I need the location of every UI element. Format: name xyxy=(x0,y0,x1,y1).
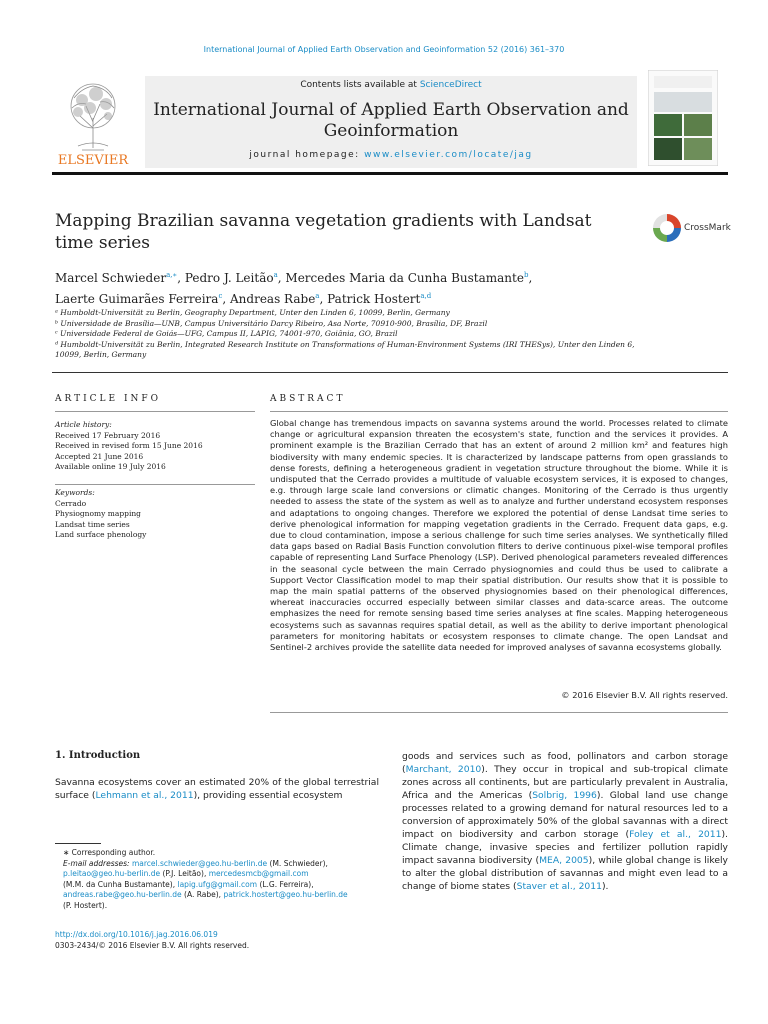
intro-text: ). Climate change, invasive species and fertilizer pollution rapidly impact savanna biodiversity ( xyxy=(402,829,728,866)
email-link[interactable]: lapig.ufg@gmail.com xyxy=(177,879,258,889)
email-owner: (M. Schwieder), xyxy=(267,858,328,868)
history-item: Received in revised form 15 June 2016 xyxy=(55,441,203,450)
keyword-item: Cerrado xyxy=(55,498,87,508)
article-info-rule xyxy=(55,411,255,412)
citation-link[interactable]: Lehmann et al., 2011 xyxy=(95,790,194,801)
paper-title: Mapping Brazilian savanna vegetation gradients with Landsat time series xyxy=(55,211,592,253)
intro-text: Savanna ecosystems cover an estimated 20% of the global terrestrial surface ( xyxy=(55,777,379,801)
sciencedirect-link[interactable]: ScienceDirect xyxy=(419,80,482,90)
journal-cover-image[interactable] xyxy=(648,70,718,166)
history-item: Accepted 21 June 2016 xyxy=(55,451,144,461)
email-link[interactable]: patrick.hostert@geo.hu-berlin.de xyxy=(223,890,348,899)
keywords-label: Keywords: xyxy=(55,488,95,497)
journal-citation-link[interactable]: International Journal of Applied Earth Observation and Geoinformation 52 (2016) 361–370 xyxy=(203,45,565,54)
abstract-end-rule xyxy=(270,712,728,713)
intro-text: ), providing essential ecosystem xyxy=(193,790,343,801)
intro-text: ). They occur in tropical and sub-tropical climate zones across all continents, but are particularly prevalent in Australia, Africa and the Americas ( xyxy=(402,764,728,801)
abstract-copyright: © 2016 Elsevier B.V. All rights reserved. xyxy=(561,690,728,700)
intro-text: ), while global change is likely to alter the global distribution of savannas and might even lead to a change of biome states ( xyxy=(402,855,728,892)
author-affiliation-marker[interactable]: b xyxy=(523,271,529,279)
keyword-item: Landsat time series xyxy=(55,519,130,529)
email-label: E-mail addresses: xyxy=(63,858,132,868)
author-affiliation-marker[interactable]: c xyxy=(218,292,223,300)
author-name: Marcel Schwieder xyxy=(55,271,167,285)
introduction-column-1 xyxy=(55,776,379,802)
doi-block xyxy=(55,930,379,951)
keyword-item: Land surface phenology xyxy=(55,530,147,539)
affiliation-item: ᵇ Universidade de Brasília—UNB, Campus Universitário Darcy Ribeiro, Asa Norte, 70910-900, Brasília, DF, Brazil xyxy=(55,318,488,328)
keywords-rule xyxy=(55,484,255,485)
crossmark-icon xyxy=(652,212,682,244)
journal-title: International Journal of Applied Earth Observation and Geoinformation xyxy=(153,100,629,141)
article-history xyxy=(55,420,255,473)
author-affiliation-marker[interactable]: a xyxy=(315,292,320,300)
email-link[interactable]: andreas.rabe@geo.hu-berlin.de xyxy=(63,890,182,899)
homepage-prefix: journal homepage: xyxy=(249,150,365,160)
intro-text: goods and services such as food, pollinators and carbon storage ( xyxy=(402,751,728,775)
citation-link[interactable]: MEA, 2005 xyxy=(539,855,589,866)
elsevier-wordmark: ELSEVIER xyxy=(57,153,129,168)
affiliation-item: ᵃ Humboldt-Universität zu Berlin, Geography Department, Unter den Linden 6, 10099, Berlin, Germany xyxy=(55,308,450,317)
abstract-heading: ABSTRACT xyxy=(270,394,346,404)
author-affiliation-marker[interactable]: a,∗ xyxy=(166,271,178,279)
header-divider xyxy=(52,172,728,175)
author-list: Marcel Schwieder$^{a,∗}$, Pedro J. Leitão$^a$, Mercedes Maria da Cunha Bustamante$^b$, Laerte Guimarães Ferreira$^c$, Andreas Rabe$^a$, Patrick Hostert$^{a,d}$ xyxy=(55,271,533,306)
history-item: Available online 19 July 2016 xyxy=(55,462,166,471)
history-item: Received 17 February 2016 xyxy=(55,430,161,440)
homepage-link[interactable]: www.elsevier.com/locate/jag xyxy=(364,150,533,160)
citation-link[interactable]: Foley et al., 2011 xyxy=(629,829,722,840)
abstract-rule xyxy=(270,411,728,412)
contents-prefix: Contents lists available at xyxy=(300,80,420,90)
author-name: Mercedes Maria da Cunha Bustamante xyxy=(285,271,524,285)
crossmark-label: CrossMark xyxy=(684,223,731,233)
keyword-item: Physiognomy mapping xyxy=(55,509,141,518)
email-link[interactable]: mercedesmcb@gmail.com xyxy=(208,869,309,878)
elsevier-tree-logo xyxy=(52,78,134,168)
section-divider xyxy=(52,372,728,373)
email-owner: (L.G. Ferreira), xyxy=(257,879,314,889)
introduction-column-2 xyxy=(402,750,728,893)
issn-line: 0303-2434/© 2016 Elsevier B.V. All rights reserved. xyxy=(55,940,250,950)
article-info-heading: ARTICLE INFO xyxy=(55,394,162,404)
author-affiliation-marker[interactable]: a,d xyxy=(420,292,432,300)
author-name: Laerte Guimarães Ferreira xyxy=(55,292,219,306)
affiliations xyxy=(55,308,655,361)
corresponding-author-note: ∗ Corresponding author. xyxy=(63,848,156,857)
author-name: Pedro J. Leitão xyxy=(184,271,274,285)
affiliation-item: ᵈ Humboldt-Universität zu Berlin, Integrated Research Institute on Transformations of Human-Environment Systems (IRI THESys), Unter den Linden 6, 10099, Berlin, Germany xyxy=(55,339,635,359)
citation-link[interactable]: Staver et al., 2011 xyxy=(516,881,602,892)
email-owner: (P.J. Leitão), xyxy=(160,869,209,878)
intro-text: ). Global land use change processes related to a growing demand for natural resources led to a conversion of approximately 50% of the global savannas with a direct impact on biodiversity and carbon storage ( xyxy=(402,790,728,840)
citation-link[interactable]: Marchant, 2010 xyxy=(405,764,482,775)
history-label: Article history: xyxy=(55,420,112,429)
email-owner: (P. Hostert). xyxy=(63,900,108,910)
email-owner: (A. Rabe), xyxy=(181,890,224,899)
citation-link[interactable]: Solbrig, 1996 xyxy=(532,790,597,801)
author-name: Patrick Hostert xyxy=(327,292,421,306)
contents-line xyxy=(145,80,637,90)
email-link[interactable]: marcel.schwieder@geo.hu-berlin.de xyxy=(131,858,268,868)
introduction-heading: 1. Introduction xyxy=(55,750,141,761)
crossmark-badge[interactable] xyxy=(652,212,732,244)
journal-homepage-line xyxy=(145,150,637,160)
author-affiliation-marker[interactable]: a xyxy=(273,271,278,279)
footnotes xyxy=(55,848,379,911)
footnote-rule xyxy=(55,843,101,844)
abstract-text: Global change has tremendous impacts on savanna systems around the world. Processes related to climate change or agricultural expansion threaten the ecosystem's state, function and the services it provides. A prominent example is the Brazilian Cerrado that has an extent of around 2 million km² and features high biodiversity with many endemic species. It is characterized by landscape patterns from open grasslands to dense forests, defining a heterogeneous gradient in vegetation structure throughout the biome. While it is undisputed that the Cerrado provides a multitude of valuable ecosystem services, it is exposed to changes, e.g. through large scale land conversions or climatic changes. Monitoring of the Cerrado is thus urgently needed to assess the state of the system as well as to analyze and further understand ecosystem responses and adaptations to ongoing changes. Therefore we explored the potential of dense Landsat time series to derive phenological information for mapping vegetation gradients in the Cerrado. Frequent data gaps, e.g. due to cloud contamination, impose a serious challenge for such time series analyses. We synthetically filled data gaps based on Radial Basis Function convolution filters to derive continuous pixel-wise temporal profiles capable of representing Land Surface Phenology (LSP). Derived phenological parameters revealed differences in the seasonal cycle between the main Cerrado physiognomies and could thus be used to calibrate a Support Vector Classification model to map their spatial distribution. Our results show that it is possible to map the main spatial patterns of the observed physiognomies based on their phenological differences, whereat inaccuracies occurred especially between similar classes and data-scarce areas. The outcome emphasizes the need for remote sensing based time series analyses at fine scales. Mapping heterogeneous ecosystems such as savannas requires spatial detail, as well as the ability to derive important phenological parameters for monitoring habitats or ecosystem responses to climate change. The open Landsat and Sentinel-2 archives provide the satellite data needed for improved analyses of savanna ecosystems globally. xyxy=(270,418,728,653)
author-name: Andreas Rabe xyxy=(230,292,316,306)
keywords xyxy=(55,488,255,541)
email-owner: (M.M. da Cunha Bustamante), xyxy=(63,879,178,889)
affiliation-item: ᶜ Universidade Federal de Goiás—UFG, Campus II, LAPIG, 74001-970, Goiânia, GO, Brazil xyxy=(55,329,398,338)
email-addresses xyxy=(55,859,379,912)
email-link[interactable]: p.leitao@geo.hu-berlin.de xyxy=(63,869,161,878)
intro-text: ). xyxy=(601,881,609,892)
doi-link[interactable]: http://dx.doi.org/10.1016/j.jag.2016.06.019 xyxy=(55,930,218,939)
